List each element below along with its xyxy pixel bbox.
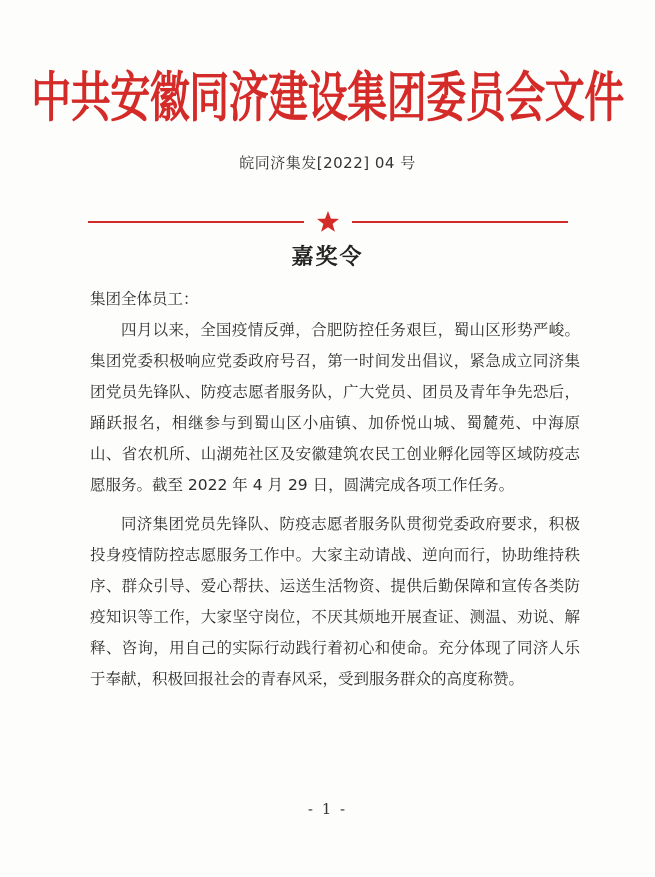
document-body (90, 284, 580, 695)
divider-line-right (352, 221, 568, 223)
star-icon (316, 210, 340, 234)
red-divider (88, 210, 568, 234)
masthead-title: 中共安徽同济建设集团委员会文件 (31, 66, 624, 130)
divider-line-left (88, 221, 304, 223)
salutation: 集团全体员工： (90, 290, 199, 308)
document-number: 皖同济集发[2022] 04 号 (239, 154, 416, 172)
document-title: 嘉奖令 (291, 244, 364, 270)
body-paragraph-1: 四月以来，全国疫情反弹，合肥防控任务艰巨，蜀山区形势严峻。集团党委积极响应党委政府号召，第一时间发出倡议，紧急成立同济集团党员先锋队、防疫志愿者服务队，广大党员、团员及青年争先恐后，踊跃报名，相继参与到蜀山区小庙镇、加侨悦山城、蜀麓苑、中海原山、省农机所、山湖苑社区及安徽建筑农民工创业孵化园等区域防疫志愿服务。截至 2022 年 4 月 29 日，圆满完成各项工作任务。 (90, 321, 580, 494)
body-paragraph-2: 同济集团党员先锋队、防疫志愿者服务队贯彻党委政府要求，积极投身疫情防控志愿服务工作中。大家主动请战、逆向而行，协助维持秩序、群众引导、爱心帮扶、运送生活物资、提供后勤保障和宣传各类防疫知识等工作，大家坚守岗位，不厌其烦地开展查证、测温、劝说、解释、咨询，用自己的实际行动践行着初心和使命。充分体现了同济人乐于奉献，积极回报社会的青春风采，受到服务群众的高度称赞。 (90, 515, 580, 688)
page-number: - 1 - (307, 800, 348, 818)
